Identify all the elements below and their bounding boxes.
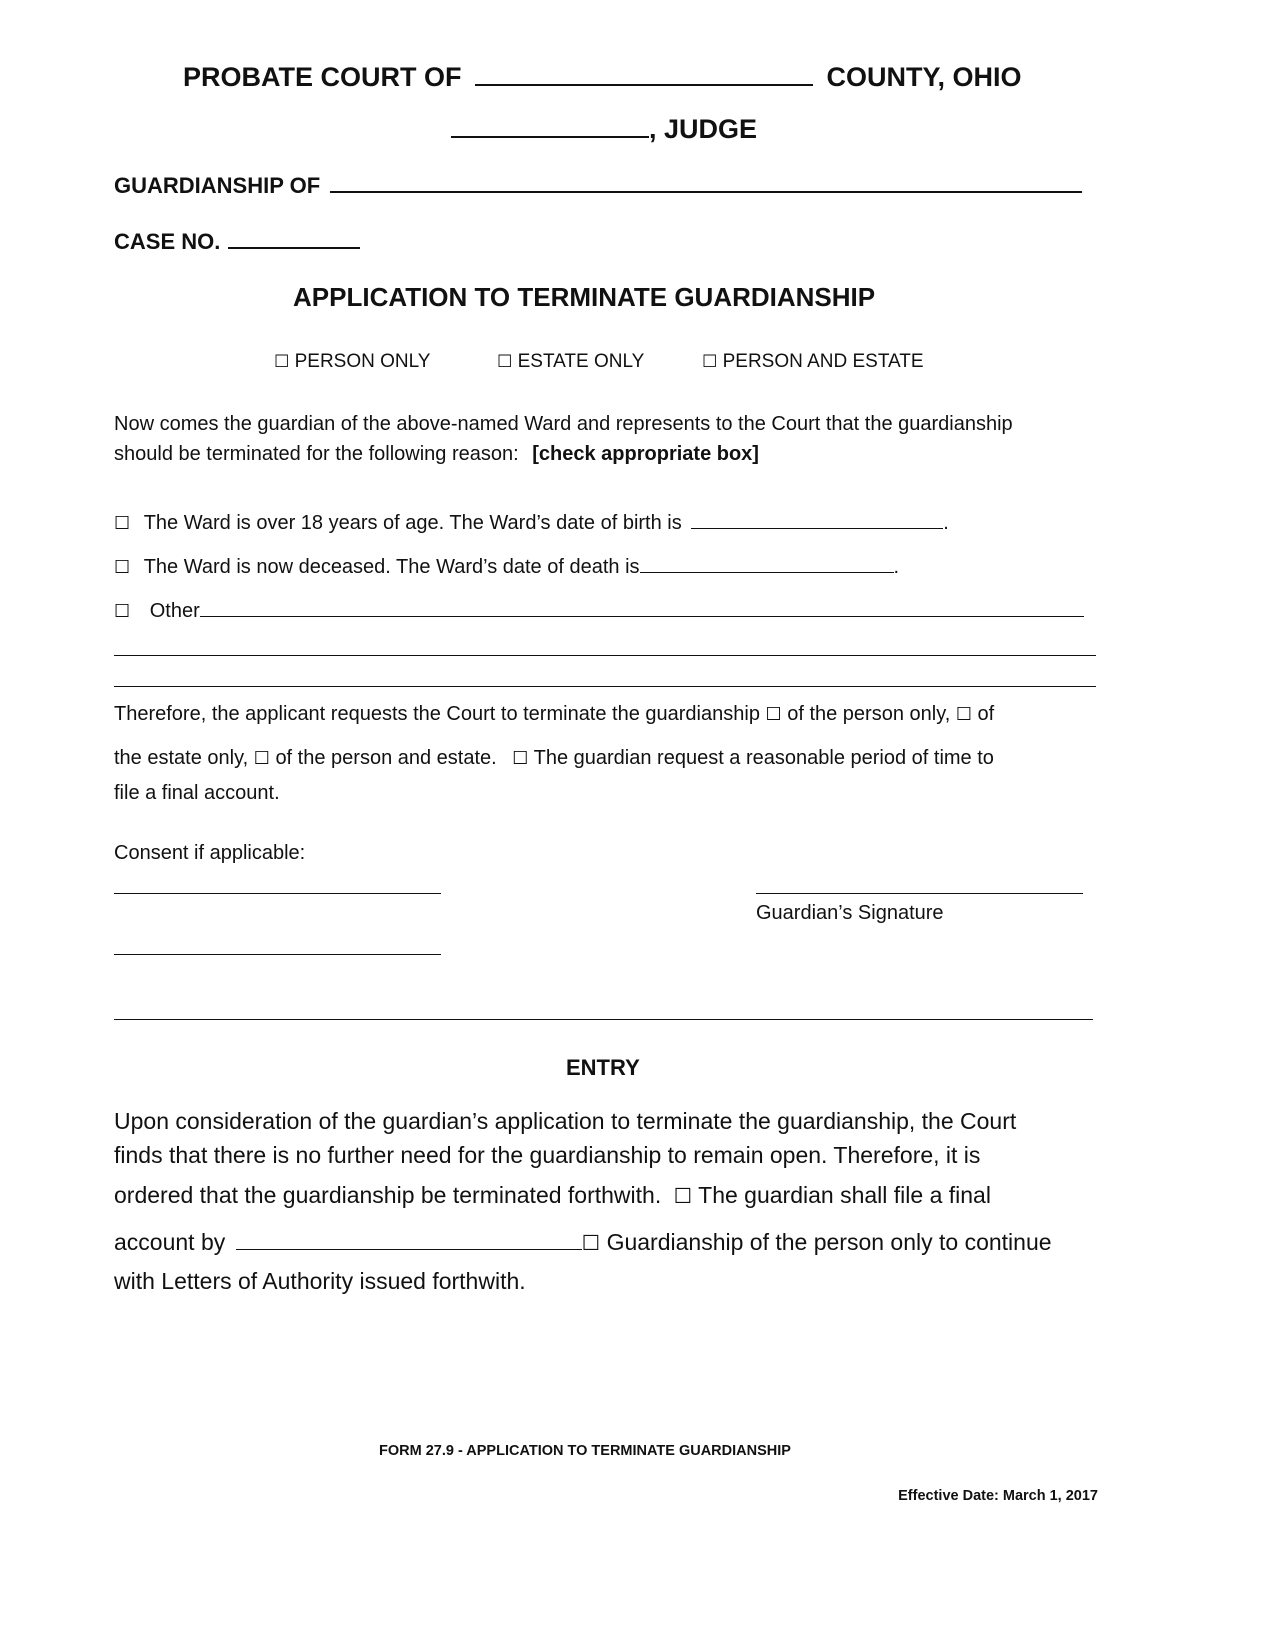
ward-name-field[interactable] (330, 190, 1082, 193)
checkbox-icon[interactable]: ☐ (114, 601, 131, 622)
footer-effective-date: Effective Date: March 1, 2017 (898, 1488, 1098, 1504)
entry-line-3-a: ordered that the guardianship be terminated forthwith. (114, 1182, 662, 1208)
checkbox-icon[interactable]: ☐ (673, 1184, 693, 1208)
request-line-2 (114, 747, 994, 770)
final-account-date-field[interactable] (236, 1248, 582, 1250)
request-line-1 (114, 703, 994, 726)
reason-deceased (114, 556, 899, 579)
checkbox-icon[interactable]: ☐ (274, 352, 290, 372)
checkbox-icon[interactable]: ☐ (114, 557, 131, 578)
court-heading (183, 62, 1022, 93)
scope-person-only-label: PERSON ONLY (294, 351, 431, 372)
entry-line-3-b: The guardian shall file a final (698, 1182, 991, 1208)
case-no-row (114, 229, 360, 255)
entry-line-4-a: account by (114, 1229, 226, 1255)
other-reason-line-2[interactable] (114, 655, 1096, 656)
reason-over-18 (114, 512, 949, 535)
request-line-1-a: Therefore, the applicant requests the Court to terminate the guardianship (114, 703, 760, 725)
checkbox-icon[interactable]: ☐ (253, 748, 270, 769)
intro-line-2 (114, 443, 759, 466)
date-of-birth-field[interactable] (691, 527, 943, 529)
guardian-signature-line[interactable] (756, 893, 1083, 894)
request-line-2-b: of the person and estate. (275, 747, 497, 769)
request-line-1-b: of the person only, (787, 703, 951, 725)
guardianship-of-label: GUARDIANSHIP OF (114, 173, 321, 198)
checkbox-icon[interactable]: ☐ (581, 1231, 601, 1255)
case-no-field[interactable] (228, 246, 360, 249)
scope-estate-only-label: ESTATE ONLY (517, 351, 645, 372)
request-line-1-c: of (977, 703, 995, 725)
reason-deceased-text: The Ward is now deceased. The Ward’s date of death is (143, 556, 640, 578)
scope-person-and-estate-label: PERSON AND ESTATE (722, 351, 924, 372)
checkbox-icon[interactable]: ☐ (702, 352, 718, 372)
judge-heading (451, 114, 757, 145)
entry-line-3 (114, 1182, 991, 1209)
reason-other-label: Other (149, 600, 200, 622)
footer-form-title: FORM 27.9 - APPLICATION TO TERMINATE GUARDIANSHIP (379, 1443, 791, 1459)
other-reason-line-3[interactable] (114, 686, 1096, 687)
court-prefix: PROBATE COURT OF (183, 62, 462, 92)
scope-person-only[interactable] (274, 351, 430, 373)
request-line-2-c: The guardian request a reasonable period of time to (533, 747, 994, 769)
entry-line-1: Upon consideration of the guardian’s application to terminate the guardianship, the Court (114, 1108, 1017, 1134)
judge-name-field[interactable] (451, 135, 649, 138)
consent-signature-line-1[interactable] (114, 893, 441, 894)
entry-line-4-b: Guardianship of the person only to continue (606, 1229, 1052, 1255)
intro-line-2-text: should be terminated for the following reason: (114, 443, 519, 465)
scope-estate-only[interactable] (497, 351, 644, 373)
checkbox-icon[interactable]: ☐ (955, 704, 972, 725)
guardianship-of-row (114, 173, 1082, 199)
reason-other (114, 600, 1084, 623)
period: . (943, 512, 949, 534)
county-field[interactable] (475, 83, 813, 86)
period: . (893, 556, 900, 578)
court-suffix: COUNTY, OHIO (826, 62, 1022, 92)
entry-heading: ENTRY (566, 1055, 640, 1080)
entry-line-2: finds that there is no further need for the guardianship to remain open. Therefore, it is (114, 1142, 981, 1168)
guardian-signature-label: Guardian’s Signature (756, 902, 944, 924)
consent-label: Consent if applicable: (114, 842, 306, 864)
intro-instruction: [check appropriate box] (532, 443, 759, 465)
case-no-label: CASE NO. (114, 229, 221, 254)
request-line-3: file a final account. (114, 782, 280, 804)
checkbox-icon[interactable]: ☐ (512, 748, 529, 769)
entry-divider (114, 1019, 1093, 1020)
entry-line-4 (114, 1229, 1052, 1256)
entry-line-5: with Letters of Authority issued forthwith. (114, 1268, 526, 1294)
reason-over-18-text: The Ward is over 18 years of age. The Ward’s date of birth is (143, 512, 682, 534)
checkbox-icon[interactable]: ☐ (765, 704, 782, 725)
scope-person-and-estate[interactable] (702, 351, 924, 373)
checkbox-icon[interactable]: ☐ (497, 352, 513, 372)
other-reason-field[interactable] (200, 615, 1084, 617)
judge-suffix: , JUDGE (649, 114, 758, 144)
date-of-death-field[interactable] (640, 571, 894, 573)
checkbox-icon[interactable]: ☐ (114, 513, 131, 534)
request-line-2-a: the estate only, (114, 747, 249, 769)
consent-signature-line-2[interactable] (114, 954, 441, 955)
form-title: APPLICATION TO TERMINATE GUARDIANSHIP (293, 282, 876, 312)
intro-line-1: Now comes the guardian of the above-named Ward and represents to the Court that the guardianship (114, 413, 1013, 435)
